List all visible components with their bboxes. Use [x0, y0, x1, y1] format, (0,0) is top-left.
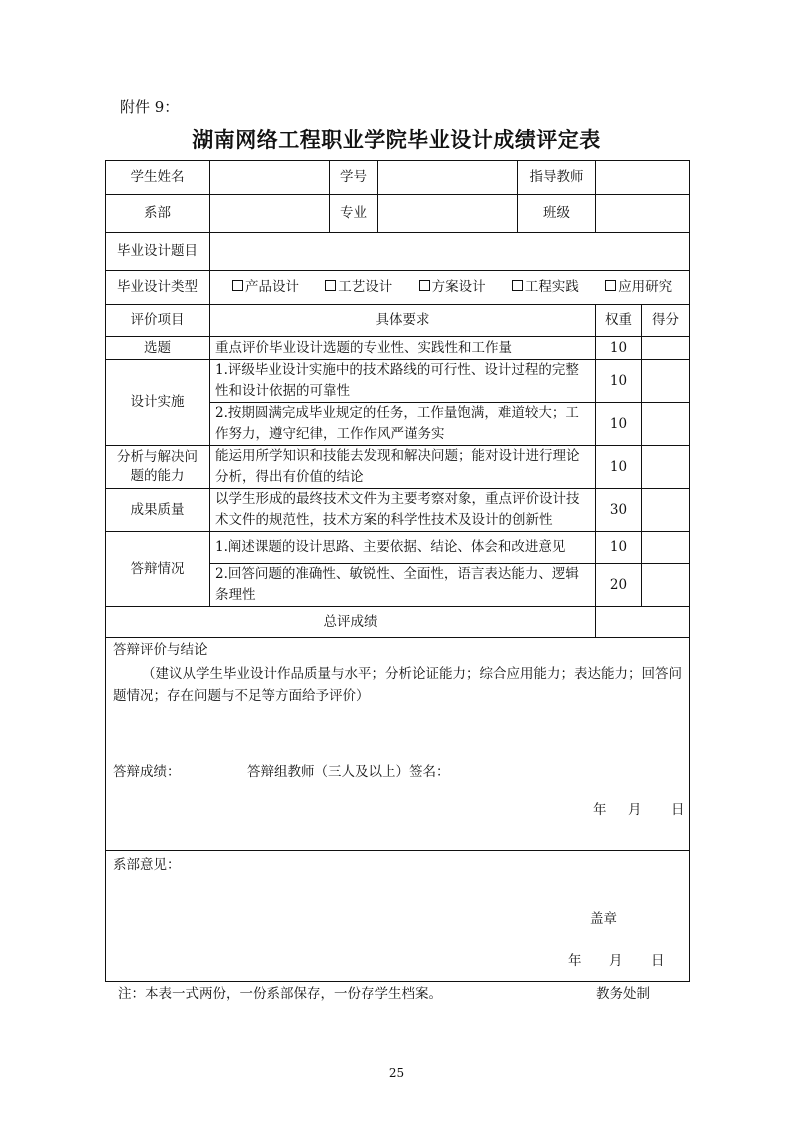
weight-value: 10	[596, 446, 642, 489]
eval-header-row	[106, 305, 690, 337]
item-label: 设计实施	[106, 360, 210, 446]
appendix-label: 附件 9：	[120, 98, 180, 116]
weight-value: 30	[596, 489, 642, 532]
eval-row-quality	[106, 489, 690, 532]
total-row	[106, 607, 690, 638]
weight-value: 10	[596, 403, 642, 446]
col-weight-header: 权重	[596, 305, 642, 337]
student-id-label: 学号	[330, 161, 378, 195]
defense-evaluation-row	[106, 638, 690, 851]
department-opinion-cell[interactable]	[106, 851, 690, 982]
score-field[interactable]	[642, 489, 690, 532]
item-label: 选题	[106, 337, 210, 360]
footer-note: 注：本表一式两份，一份系部保存，一份存学生档案。	[118, 986, 442, 1002]
defense-evaluation-cell[interactable]	[106, 638, 690, 851]
checkbox-icon[interactable]	[325, 280, 336, 291]
requirement-text: 2.回答问题的准确性、敏锐性、全面性，语言表达能力、逻辑条理性	[210, 564, 596, 607]
type-option-engineering[interactable]: 工程实践	[512, 279, 579, 295]
score-field[interactable]	[642, 337, 690, 360]
defense-heading: 答辩评价与结论	[113, 642, 208, 658]
defense-month-label: 月	[628, 802, 642, 818]
weight-value: 20	[596, 564, 642, 607]
col-req-header: 具体要求	[210, 305, 596, 337]
defense-year-label: 年	[593, 802, 607, 818]
type-option-scheme[interactable]: 方案设计	[419, 279, 486, 295]
item-label: 答辩情况	[106, 532, 210, 607]
department-field[interactable]	[210, 195, 330, 233]
score-field[interactable]	[642, 564, 690, 607]
requirement-text: 1.评级毕业设计实施中的技术路线的可行性、设计过程的完整性和设计依据的可靠性	[210, 360, 596, 403]
info-row-1	[106, 161, 690, 195]
requirement-text: 以学生形成的最终技术文件为主要考察对象，重点评价设计技术文件的规范性，技术方案的科学性技术及设计的创新性	[210, 489, 596, 532]
form-title: 湖南网络工程职业学院毕业设计成绩评定表	[192, 128, 601, 152]
dept-day-label: 日	[651, 953, 665, 969]
dept-year-label: 年	[568, 953, 582, 969]
eval-row-topic	[106, 337, 690, 360]
major-label: 专业	[330, 195, 378, 233]
student-id-field[interactable]	[378, 161, 518, 195]
weight-value: 10	[596, 360, 642, 403]
signature-label: 答辩组教师（三人及以上）签名：	[247, 764, 450, 780]
department-label: 系部	[106, 195, 210, 233]
score-field[interactable]	[642, 360, 690, 403]
seal-label: 盖章	[590, 911, 617, 927]
topic-label: 毕业设计题目	[106, 233, 210, 271]
type-label: 毕业设计类型	[106, 271, 210, 305]
requirement-text: 2.按期圆满完成毕业规定的任务，工作量饱满，难道较大；工作努力，遵守纪律，工作作风严谨务实	[210, 403, 596, 446]
class-field[interactable]	[596, 195, 690, 233]
eval-row-defense-1	[106, 532, 690, 564]
grade-form-table	[105, 160, 690, 982]
col-item-header: 评价项目	[106, 305, 210, 337]
checkbox-icon[interactable]	[605, 280, 616, 291]
type-option-product[interactable]: 产品设计	[232, 279, 299, 295]
requirement-text: 重点评价毕业设计选题的专业性、实践性和工作量	[210, 337, 596, 360]
defense-score-label: 答辩成绩：	[113, 764, 181, 780]
score-field[interactable]	[642, 446, 690, 489]
checkbox-icon[interactable]	[419, 280, 430, 291]
student-name-label: 学生姓名	[106, 161, 210, 195]
col-score-header: 得分	[642, 305, 690, 337]
item-label: 成果质量	[106, 489, 210, 532]
weight-value: 10	[596, 532, 642, 564]
issuer-label: 教务处制	[596, 986, 650, 1002]
class-label: 班级	[518, 195, 596, 233]
dept-opinion-heading: 系部意见：	[113, 857, 181, 873]
total-label: 总评成绩	[106, 607, 596, 638]
student-name-field[interactable]	[210, 161, 330, 195]
defense-instruction: （建议从学生毕业设计作品质量与水平；分析论证能力；综合应用能力；表达能力；回答问题情况；存在问题与不足等方面给予评价）	[113, 666, 682, 704]
type-option-research[interactable]: 应用研究	[605, 279, 672, 295]
eval-row-implementation-1	[106, 360, 690, 403]
topic-row	[106, 233, 690, 271]
type-options	[210, 271, 690, 305]
major-field[interactable]	[378, 195, 518, 233]
checkbox-icon[interactable]	[512, 280, 523, 291]
type-row	[106, 271, 690, 305]
department-opinion-row	[106, 851, 690, 982]
advisor-label: 指导教师	[518, 161, 596, 195]
advisor-field[interactable]	[596, 161, 690, 195]
defense-day-label: 日	[671, 802, 685, 818]
info-row-2	[106, 195, 690, 233]
requirement-text: 能运用所学知识和技能去发现和解决问题；能对设计进行理论分析，得出有价值的结论	[210, 446, 596, 489]
page-number: 25	[388, 1066, 405, 1080]
eval-row-analysis	[106, 446, 690, 489]
weight-value: 10	[596, 337, 642, 360]
score-field[interactable]	[642, 532, 690, 564]
checkbox-icon[interactable]	[232, 280, 243, 291]
dept-month-label: 月	[609, 953, 623, 969]
requirement-text: 1.阐述课题的设计思路、主要依据、结论、体会和改进意见	[210, 532, 596, 564]
topic-field[interactable]	[210, 233, 690, 271]
type-option-process[interactable]: 工艺设计	[325, 279, 392, 295]
total-score-field[interactable]	[596, 607, 690, 638]
item-label: 分析与解决问题的能力	[106, 446, 210, 489]
score-field[interactable]	[642, 403, 690, 446]
